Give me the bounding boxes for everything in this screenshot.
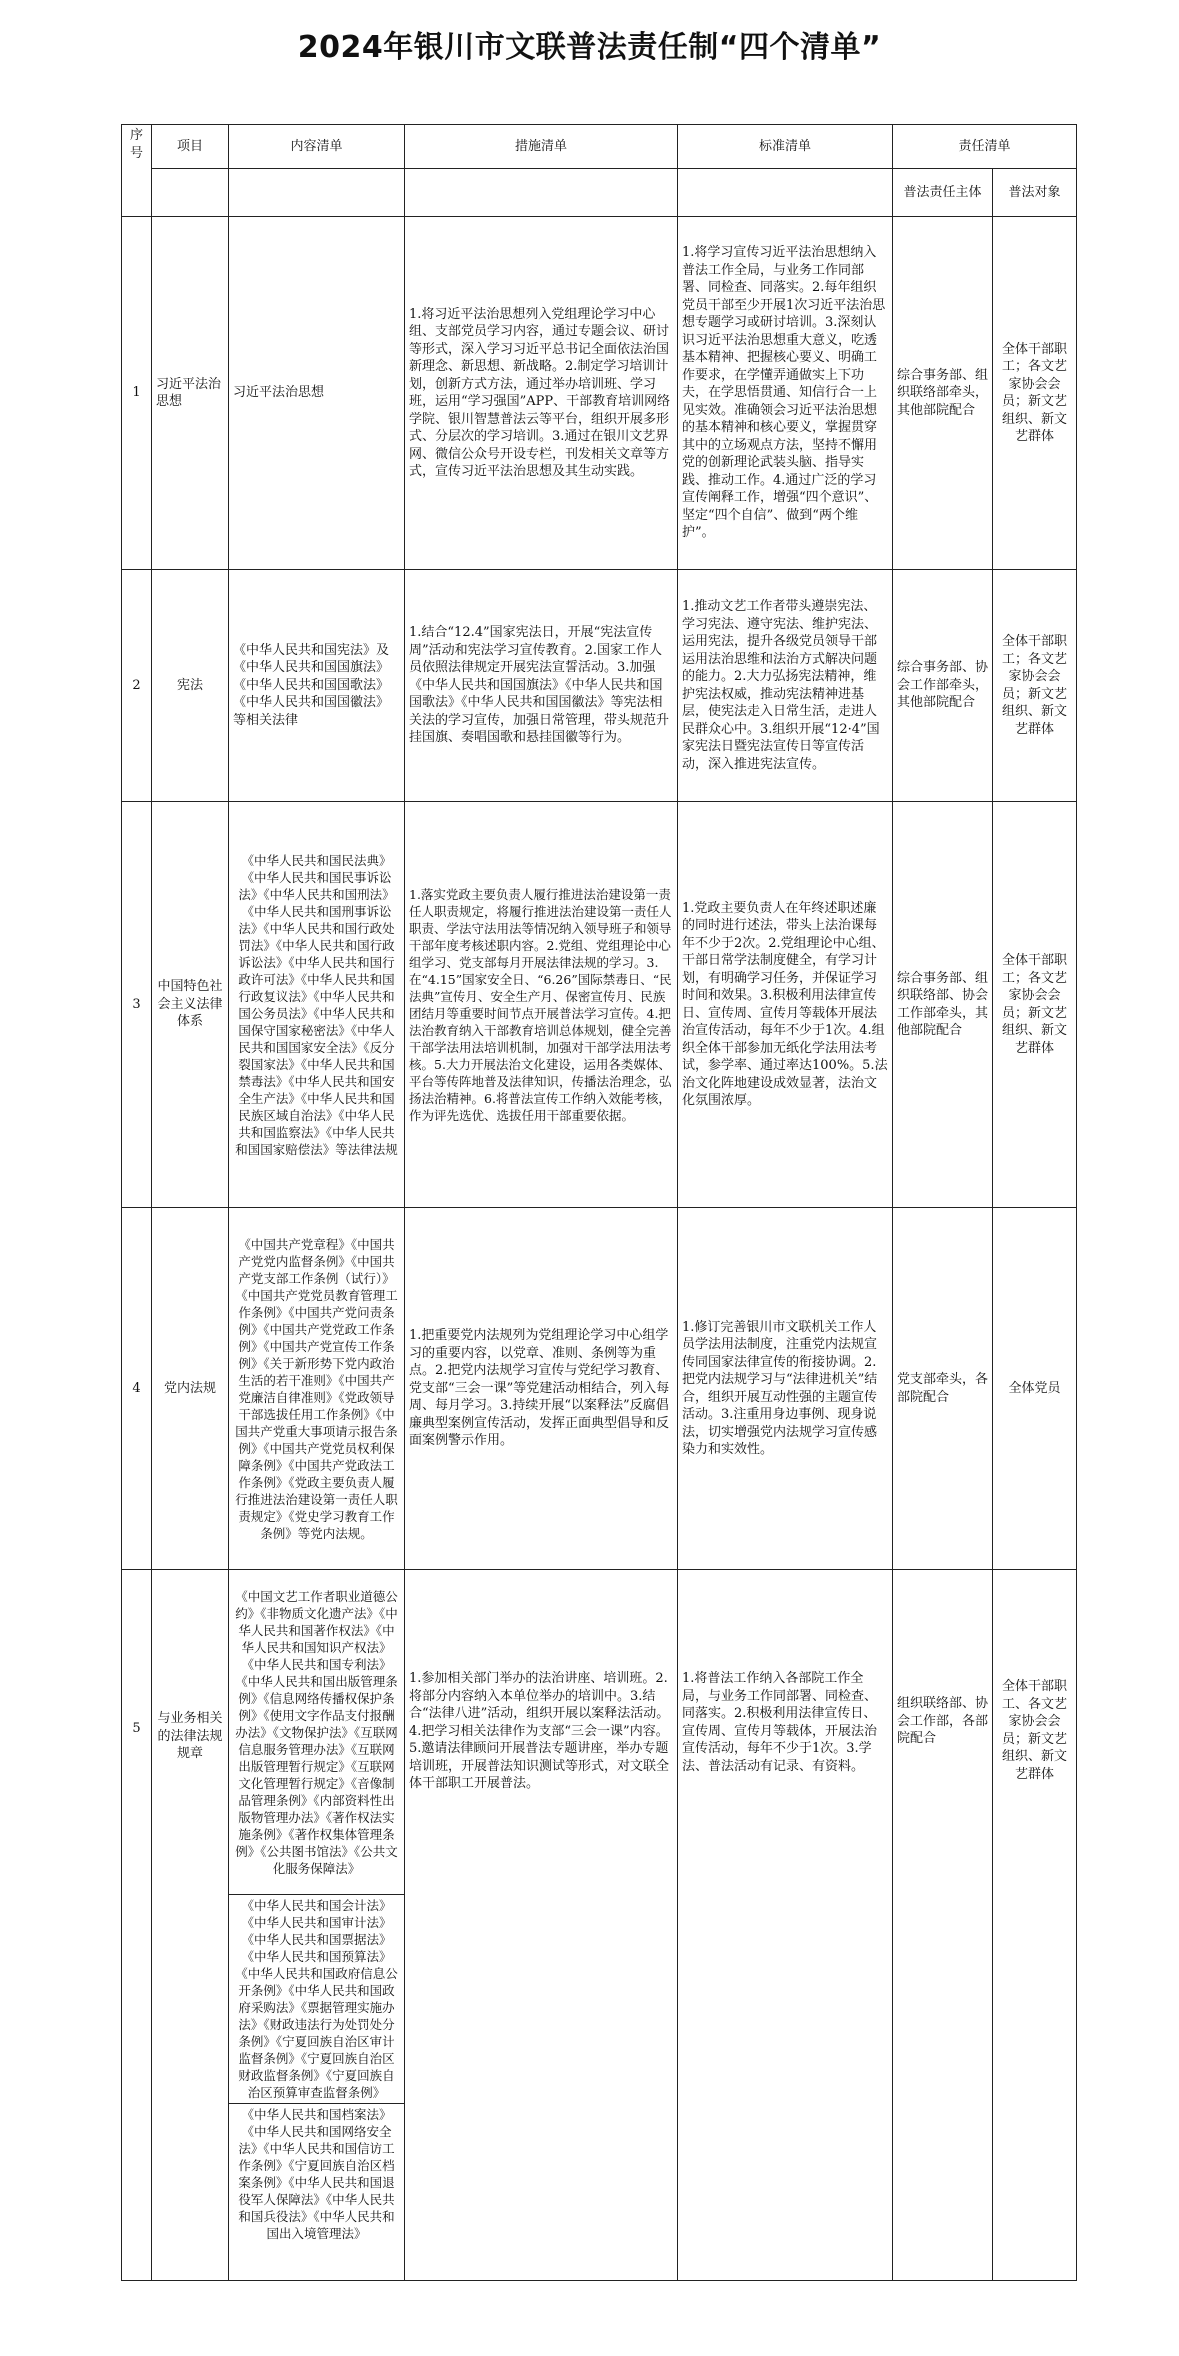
header-standard: 标准清单 [678, 125, 893, 169]
table-row [122, 1208, 1077, 1570]
row-item: 党内法规 [152, 1208, 229, 1570]
row-content: 《中华人民共和国档案法》《中华人民共和国网络安全法》《中华人民共和国信访工作条例》《宁夏回族自治区档案条例》《中华人民共和国退役军人保障法》《中华人民共和国兵役法》《中华人民共和国出入境管理法》 [229, 2104, 405, 2281]
row-measures: 1.将习近平法治思想列入党组理论学习中心组、支部党员学习内容，通过专题会议、研讨等形式，深入学习习近平总书记全面依法治国新理念、新思想、新战略。2.制定学习培训计划，创新方式方法，通过举办培训班、学习班，运用“学习强国”APP、干部教育培训网络学院、银川智慧普法云等平台，组织开展多形式、分层次的学习培训。3.通过在银川文艺界网、微信公众号开设专栏，刊发相关文章等方式，宣传习近平法治思想及其生动实践。 [405, 217, 678, 570]
row-measures: 1.把重要党内法规列为党组理论学习中心组学习的重要内容，以党章、准则、条例等为重点。2.把党内法规学习宣传与党纪学习教育、党支部“三会一课”等党建活动相结合，列入每周、每月学习。3.持续开展“以案释法”反腐倡廉典型案例宣传活动，发挥正面典型倡导和反面案例警示作用。 [405, 1208, 678, 1570]
row-content: 《中华人民共和国民法典》《中华人民共和国民事诉讼法》《中华人民共和国刑法》《中华人民共和国刑事诉讼法》《中华人民共和国行政处罚法》《中华人民共和国行政诉讼法》《中华人民共和国行政许可法》《中华人民共和国行政复议法》《中华人民共和国公务员法》《中华人民共和国保守国家秘密法》《中华人民共和国国家安全法》《反分裂国家法》《中华人民共和国禁毒法》《中华人民共和国安全生产法》《中华人民共和国民族区域自治法》《中华人民共和国监察法》《中华人民共和国国家赔偿法》等法律法规 [229, 802, 405, 1208]
row-content: 《中华人民共和国宪法》及《中华人民共和国国旗法》《中华人民共和国国歌法》《中华人民共和国国徽法》等相关法律 [229, 570, 405, 802]
row-target: 全体干部职工；各文艺家协会会员；新文艺组织、新文艺群体 [993, 802, 1077, 1208]
row-content: 《中华人民共和国会计法》《中华人民共和国审计法》《中华人民共和国票据法》《中华人民共和国预算法》《中华人民共和国政府信息公开条例》《中华人民共和国政府采购法》《票据管理实施办法》《财政违法行为处罚处分条例》《宁夏回族自治区审计监督条例》《宁夏回族自治区财政监督条例》《宁夏回族自治区预算审查监督条例》 [229, 1895, 405, 2104]
subheader-blank [678, 169, 893, 217]
row-standard: 1.将普法工作纳入各部院工作全局，与业务工作同部署、同检查、同落实。2.积极利用法律宣传日、宣传周、宣传月等载体，开展法治宣传活动，每年不少于1次。3.学法、普法活动有记录、有资料。 [678, 1570, 893, 2281]
table-row [122, 217, 1077, 570]
row-item: 与业务相关的法律法规规章 [152, 1570, 229, 2281]
row-content: 习近平法治思想 [229, 217, 405, 570]
row-seq: 2 [122, 570, 152, 802]
header-subject: 普法责任主体 [893, 169, 993, 217]
header-target: 普法对象 [993, 169, 1077, 217]
row-subject: 综合事务部、组织联络部牵头，其他部院配合 [893, 217, 993, 570]
row-subject: 组织联络部、协会工作部，各部院配合 [893, 1570, 993, 2281]
row-standard: 1.修订完善银川市文联机关工作人员学法用法制度，注重党内法规宣传同国家法律宣传的衔接协调。2.把党内法规学习与“法律进机关”结合，组织开展互动性强的主题宣传活动。3.注重用身边事例、现身说法，切实增强党内法规学习宣传感染力和实效性。 [678, 1208, 893, 1570]
header-responsibility: 责任清单 [893, 125, 1077, 169]
row-target: 全体干部职工；各文艺家协会会员；新文艺组织、新文艺群体 [993, 570, 1077, 802]
row-standard: 1.将学习宣传习近平法治思想纳入普法工作全局，与业务工作同部署、同检查、同落实。2.每年组织党员干部至少开展1次习近平法治思想专题学习或研讨培训。3.深刻认识习近平法治思想重大意义，吃透基本精神、把握核心要义、明确工作要求，在学懂弄通做实上下功夫，在学思悟贯通、知信行合一上见实效。准确领会习近平法治思想的基本精神和核心要义，掌握贯穿其中的立场观点方法，坚持不懈用党的创新理论武装头脑、指导实践、推动工作。4.通过广泛的学习宣传阐释工作，增强“四个意识”、坚定“四个自信”、做到“两个维护”。 [678, 217, 893, 570]
header-content: 内容清单 [229, 125, 405, 169]
header-row [122, 125, 1077, 169]
row-item: 宪法 [152, 570, 229, 802]
subheader-blank [152, 169, 229, 217]
row-measures: 1.落实党政主要负责人履行推进法治建设第一责任人职责规定，将履行推进法治建设第一责任人职责、学法守法用法等情况纳入领导班子和领导干部年度考核述职内容。2.党组、党组理论中心组学习、党支部每月开展法律法规的学习。3.在“4.15”国家安全日、“6.26”国际禁毒日、“民法典”宣传月、安全生产月、保密宣传月、民族团结月等重要时间节点开展普法学习宣传。4.把法治教育纳入干部教育培训总体规划，健全完善干部学法用法培训机制，加强对干部学法用法考核。5.大力开展法治文化建设，运用各类媒体、平台等传阵地普及法律知识，传播法治理念，弘扬法治精神。6.将普法宣传工作纳入效能考核，作为评先选优、选拔任用干部重要依据。 [405, 802, 678, 1208]
row-item: 中国特色社会主义法律体系 [152, 802, 229, 1208]
row-seq: 1 [122, 217, 152, 570]
subheader-blank [405, 169, 678, 217]
row-subject: 党支部牵头，各部院配合 [893, 1208, 993, 1570]
row-measures: 1.参加相关部门举办的法治讲座、培训班。2.将部分内容纳入本单位举办的培训中。3.结合“法律八进”活动，组织开展以案释法活动。4.把学习相关法律作为支部“三会一课”内容。5.邀请法律顾问开展普法专题讲座，举办专题培训班，开展普法知识测试等形式，对文联全体干部职工开展普法。 [405, 1570, 678, 2281]
subheader-blank [229, 169, 405, 217]
row-target: 全体干部职工；各文艺家协会会员；新文艺组织、新文艺群体 [993, 217, 1077, 570]
header-item: 项目 [152, 125, 229, 169]
row-subject: 综合事务部、组织联络部、协会工作部牵头，其他部院配合 [893, 802, 993, 1208]
row-target: 全体干部职工、各文艺家协会会员；新文艺组织、新文艺群体 [993, 1570, 1077, 2281]
row-standard: 1.党政主要负责人在年终述职述廉的同时进行述法，带头上法治课每年不少于2次。2.党组理论中心组、干部日常学法制度健全，有学习计划，有明确学习任务，并保证学习时间和效果。3.积极利用法律宣传日、宣传周、宣传月等载体开展法治宣传活动，每年不少于1次。4.组织全体干部参加无纸化学法用法考试，参学率、通过率达100%。5.法治文化阵地建设成效显著，法治文化氛围浓厚。 [678, 802, 893, 1208]
header-measures: 措施清单 [405, 125, 678, 169]
table-row [122, 570, 1077, 802]
row-target: 全体党员 [993, 1208, 1077, 1570]
row-subject: 综合事务部、协会工作部牵头，其他部院配合 [893, 570, 993, 802]
row-content: 《中国文艺工作者职业道德公约》《非物质文化遗产法》《中华人民共和国著作权法》《中华人民共和国知识产权法》《中华人民共和国专利法》《中华人民共和国出版管理条例》《信息网络传播权保护条例》《使用文字作品支付报酬办法》《文物保护法》《互联网信息服务管理办法》《互联网出版管理暂行规定》《互联网文化管理暂行规定》《音像制品管理条例》《内部资料性出版物管理办法》《著作权法实施条例》《著作权集体管理条例》《公共图书馆法》《公共文化服务保障法》 [229, 1570, 405, 1895]
table-row [122, 802, 1077, 1208]
subheader-row [122, 169, 1077, 217]
row-measures: 1.结合“12.4”国家宪法日，开展“宪法宣传周”活动和宪法学习宣传教育。2.国家工作人员依照法律规定开展宪法宣誓活动。3.加强《中华人民共和国国旗法》《中华人民共和国国歌法》《中华人民共和国国徽法》等宪法相关法的学习宣传，加强日常管理，带头规范升挂国旗、奏唱国歌和悬挂国徽等行为。 [405, 570, 678, 802]
row-item: 习近平法治思想 [152, 217, 229, 570]
row-seq: 5 [122, 1570, 152, 2281]
row-seq: 3 [122, 802, 152, 1208]
row-standard: 1.推动文艺工作者带头遵崇宪法、学习宪法、遵守宪法、维护宪法、运用宪法，提升各级党员领导干部运用法治思维和法治方式解决问题的能力。2.大力弘扬宪法精神，维护宪法权威，推动宪法精神进基层，使宪法走入日常生活，走进人民群众心中。3.组织开展“12·4”国家宪法日暨宪法宣传日等宣传活动，深入推进宪法宣传。 [678, 570, 893, 802]
table-row [122, 1570, 1077, 1895]
page-title: 2024年银川市文联普法责任制“四个清单” [297, 30, 882, 65]
responsibility-table [121, 124, 1077, 2281]
header-seq: 序号 [122, 125, 152, 217]
row-seq: 4 [122, 1208, 152, 1570]
row-content: 《中国共产党章程》《中国共产党党内监督条例》《中国共产党支部工作条例（试行）》《中国共产党党员教育管理工作条例》《中国共产党问责条例》《中国共产党党政工作条例》《中国共产党宣传工作条例》《关于新形势下党内政治生活的若干准则》《中国共产党廉洁自律准则》《党政领导干部选拔任用工作条例》《中国共产党重大事项请示报告条例》《中国共产党党员权利保障条例》《中国共产党政法工作条例》《党政主要负责人履行推进法治建设第一责任人职责规定》《党史学习教育工作条例》等党内法规。 [229, 1208, 405, 1570]
